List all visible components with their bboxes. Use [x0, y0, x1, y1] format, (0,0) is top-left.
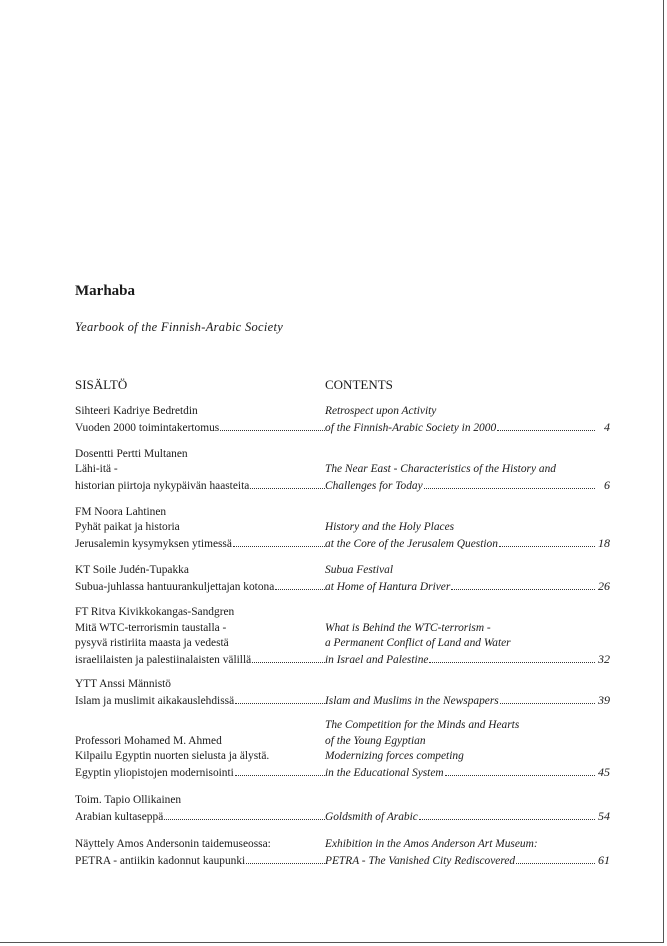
dot-leader: [275, 579, 325, 590]
entry-text: Vuoden 2000 toimintakertomus: [75, 421, 220, 434]
toc-entry-finnish: [75, 837, 325, 869]
finnish-title-line: [75, 652, 325, 669]
toc-entry-english: [325, 520, 610, 552]
dot-leader: [246, 853, 325, 864]
page-number: 39: [598, 692, 610, 707]
toc-entry-english: [325, 563, 610, 595]
english-title-line: [325, 462, 610, 478]
finnish-author-line: [75, 677, 325, 693]
finnish-author-line: [75, 520, 325, 536]
entry-text: Subua-juhlassa hantuurankuljettajan kotona: [75, 580, 275, 593]
entry-text: Egyptin yliopistojen modernisointi: [75, 766, 234, 779]
toc-entry-english: [325, 621, 610, 669]
entry-text: Toim. Tapio Ollikainen: [75, 794, 182, 806]
toc-entry: [75, 793, 610, 825]
page-number: 6: [604, 477, 610, 492]
entry-text: Islam and Muslims in the Newspapers: [325, 694, 499, 707]
english-title-line: [325, 563, 610, 579]
entry-text: Kilpailu Egyptin nuorten sielusta ja älystä.: [75, 750, 270, 762]
entry-text: of the Young Egyptian: [325, 734, 426, 747]
entry-text: Näyttely Amos Andersonin taidemuseossa:: [75, 838, 271, 850]
entry-text: What is Behind the WTC-terrorism -: [325, 621, 491, 634]
finnish-title-line: [75, 420, 325, 437]
toc-entry-english: [325, 693, 610, 710]
entry-text: Mitä WTC-terrorismin taustalla -: [75, 621, 227, 634]
finnish-title-line: [75, 579, 325, 596]
toc-entry-finnish: [75, 505, 325, 553]
dot-leader: [451, 579, 595, 590]
entry-text: FT Ritva Kivikkokangas-Sandgren: [75, 606, 235, 618]
page-number: 18: [598, 535, 610, 550]
contents-heading-fi: SISÄLTÖ: [75, 377, 128, 392]
english-title-line: [325, 404, 610, 420]
finnish-author-line: [75, 462, 325, 478]
toc-entry-finnish: [75, 734, 325, 782]
entry-text: History and the Holy Places: [325, 521, 455, 533]
entry-text: The Competition for the Minds and Hearts: [325, 719, 520, 731]
toc-entry-english: [325, 837, 610, 869]
entry-text: Sihteeri Kadriye Bedretdin: [75, 405, 198, 417]
toc-entry: [75, 447, 610, 495]
dot-leader: [516, 853, 595, 864]
page-number: 45: [598, 764, 610, 779]
toc-entry-finnish: [75, 677, 325, 709]
toc-entry-finnish: [75, 447, 325, 495]
finnish-author-line: [75, 605, 325, 621]
english-title-line: [325, 749, 610, 765]
english-title-line: [325, 693, 610, 710]
dot-leader: [220, 420, 325, 431]
toc-entry-finnish: [75, 563, 325, 595]
dot-leader: [424, 478, 595, 489]
dot-leader: [445, 765, 595, 776]
dot-leader: [497, 420, 595, 431]
document-subtitle: Yearbook of the Finnish-Arabic Society: [75, 320, 284, 334]
toc-entry-finnish: [75, 605, 325, 668]
finnish-author-line: [75, 749, 325, 765]
english-title-line: [325, 420, 610, 437]
entry-text: Challenges for Today: [325, 479, 423, 492]
english-title-line: [325, 621, 610, 637]
toc-entry-english: [325, 718, 610, 781]
document-title: Marhaba: [75, 283, 135, 299]
finnish-author-line: [75, 837, 325, 853]
toc-entry: [75, 677, 610, 709]
entry-text: Professori Mohamed M. Ahmed: [75, 734, 222, 747]
entry-text: Retrospect upon Activity: [325, 405, 437, 417]
finnish-author-line: [75, 793, 325, 809]
dot-leader: [164, 809, 325, 820]
entry-text: Modernizing forces competing: [325, 750, 464, 762]
toc-entry: [75, 837, 610, 869]
toc-entry: [75, 563, 610, 595]
entry-text: of the Finnish-Arabic Society in 2000: [325, 421, 497, 434]
english-title-line: [325, 579, 610, 596]
finnish-author-line: [75, 734, 325, 750]
english-title-line: [325, 536, 610, 553]
finnish-title-line: [75, 765, 325, 782]
finnish-title-line: [75, 478, 325, 495]
entry-text: Islam ja muslimit aikakauslehdissä: [75, 694, 235, 707]
finnish-author-line: [75, 447, 325, 463]
page-number: 32: [598, 651, 610, 666]
entry-text: Subua Festival: [325, 564, 394, 576]
finnish-author-line: [75, 636, 325, 652]
english-title-line: [325, 520, 610, 536]
entry-text: Exhibition in the Amos Anderson Art Museum:: [325, 838, 538, 850]
english-title-line: [325, 809, 610, 826]
entry-text: Lähi-itä -: [75, 463, 118, 475]
toc-entry-english: [325, 404, 610, 436]
english-title-line: [325, 765, 610, 782]
english-title-line: [325, 718, 610, 734]
dot-leader: [419, 809, 595, 820]
entry-text: israelilaisten ja palestiinalaisten välillä: [75, 653, 252, 666]
entry-text: at the Core of the Jerusalem Question: [325, 537, 498, 550]
entry-text: at Home of Hantura Driver: [325, 580, 451, 593]
finnish-author-line: [75, 404, 325, 420]
english-title-line: [325, 837, 610, 853]
toc-entry-finnish: [75, 793, 325, 825]
english-title-line: [325, 636, 610, 652]
page-number: 61: [598, 852, 610, 867]
toc-entry: [75, 605, 610, 668]
toc-entry: [75, 505, 610, 553]
contents-heading-en: CONTENTS: [325, 377, 393, 392]
dot-leader: [250, 478, 325, 489]
finnish-author-line: [75, 505, 325, 521]
entry-text: Pyhät paikat ja historia: [75, 521, 180, 533]
dot-leader: [235, 765, 325, 776]
dot-leader: [235, 693, 325, 704]
finnish-title-line: [75, 809, 325, 826]
entry-text: KT Soile Judén-Tupakka: [75, 564, 189, 576]
entry-text: PETRA - antiikin kadonnut kaupunki: [75, 854, 246, 867]
entry-text: in the Educational System: [325, 766, 444, 779]
entry-text: historian piirtoja nykypäivän haasteita: [75, 479, 250, 492]
english-title-line: [325, 478, 610, 495]
finnish-title-line: [75, 536, 325, 553]
page-number: 26: [598, 578, 610, 593]
toc-entry: [75, 404, 610, 436]
toc-entry-english: [325, 809, 610, 826]
toc-entry: [75, 718, 610, 781]
entry-text: PETRA - The Vanished City Rediscovered: [325, 854, 516, 867]
dot-leader: [252, 652, 325, 663]
entry-text: The Near East - Characteristics of the History and: [325, 463, 556, 475]
entry-text: YTT Anssi Männistö: [75, 678, 171, 690]
page-number: 54: [598, 808, 610, 823]
entry-text: Goldsmith of Arabic: [325, 810, 418, 823]
entry-text: Dosentti Pertti Multanen: [75, 447, 188, 460]
entry-text: pysyvä ristiriita maasta ja vedestä: [75, 637, 229, 649]
finnish-title-line: [75, 693, 325, 710]
dot-leader: [499, 536, 595, 547]
english-title-line: [325, 734, 610, 750]
english-title-line: [325, 853, 610, 870]
dot-leader: [233, 536, 325, 547]
finnish-title-line: [75, 853, 325, 870]
finnish-author-line: [75, 563, 325, 579]
toc-entry-english: [325, 462, 610, 494]
entry-text: FM Noora Lahtinen: [75, 505, 167, 518]
english-title-line: [325, 652, 610, 669]
dot-leader: [429, 652, 595, 663]
page-number: 4: [604, 419, 610, 434]
entry-text: in Israel and Palestine: [325, 653, 429, 666]
entry-text: a Permanent Conflict of Land and Water: [325, 637, 511, 649]
dot-leader: [500, 693, 595, 704]
entry-text: Jerusalemin kysymyksen ytimessä: [75, 537, 232, 550]
entry-text: Arabian kultaseppä: [75, 810, 164, 823]
finnish-author-line: [75, 621, 325, 637]
toc-entry-finnish: [75, 404, 325, 436]
